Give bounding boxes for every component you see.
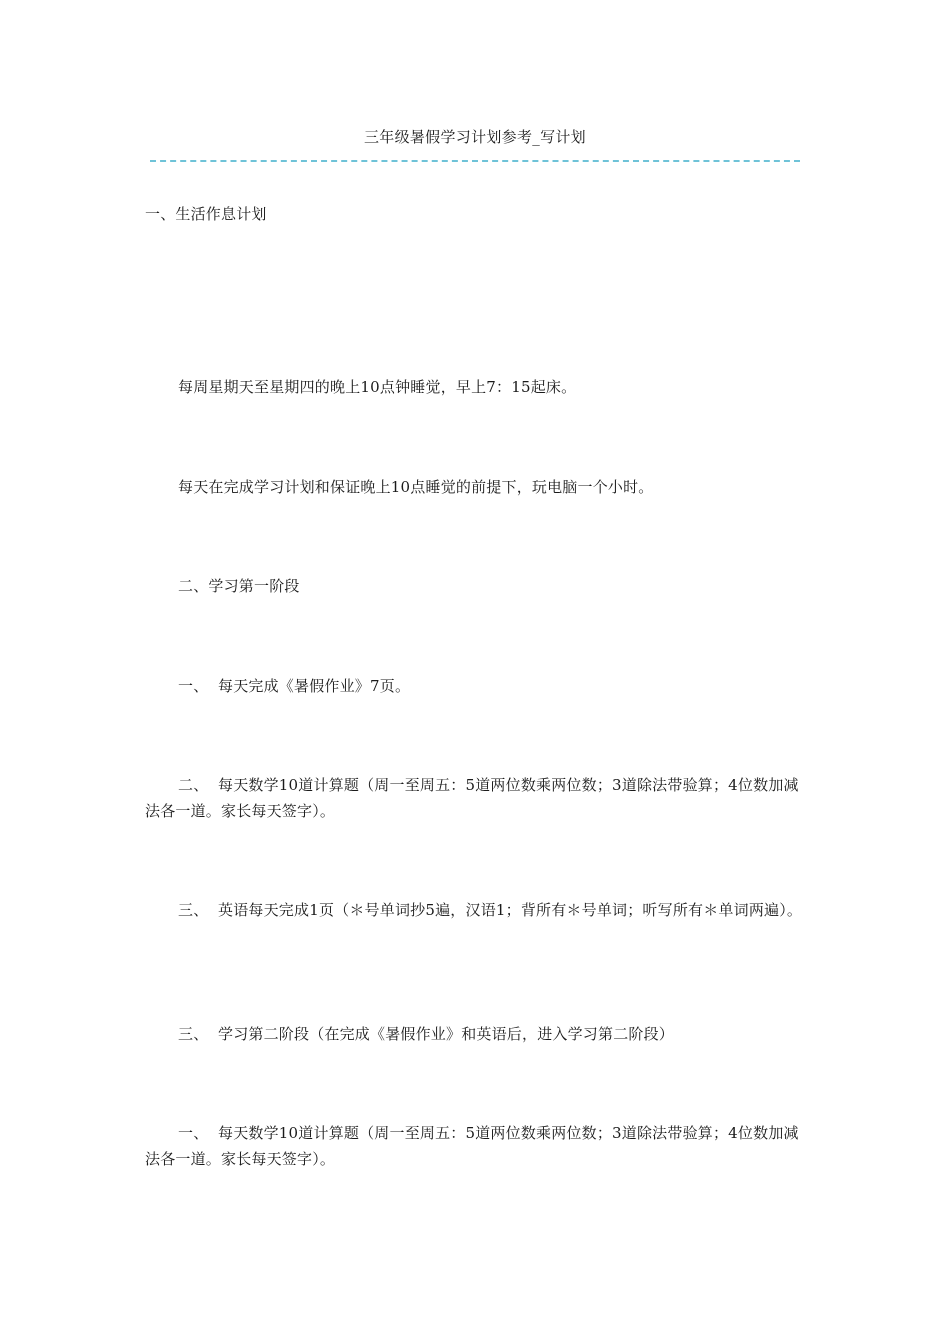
item-number: 三、 bbox=[178, 901, 209, 919]
section3-heading bbox=[145, 1021, 810, 1047]
paragraph-computer-time: 每天在完成学习计划和保证晚上10点睡觉的前提下，玩电脑一个小时。 bbox=[178, 478, 654, 496]
item-number: 一、 bbox=[178, 677, 209, 695]
document-title: 三年级暑假学习计划参考_写计划 bbox=[363, 128, 586, 146]
item-number: 一、 bbox=[178, 1124, 209, 1142]
item-text: 英语每天完成1页（＊号单词抄5遍，汉语1；背所有＊号单词；听写所有＊单词两遍）。 bbox=[218, 901, 803, 919]
stage2-item-1 bbox=[145, 1120, 810, 1172]
item-text: 每天数学10道计算题（周一至周五：5道两位数乘两位数；3道除法带验算；4位数加减法各一道。家长每天签字）。 bbox=[145, 1124, 799, 1168]
item-number: 三、 bbox=[178, 1025, 209, 1043]
item-text: 学习第二阶段（在完成《暑假作业》和英语后，进入学习第二阶段） bbox=[218, 1025, 675, 1043]
item-number: 二、 bbox=[178, 776, 209, 794]
stage1-item-2 bbox=[145, 772, 810, 824]
item-text: 每天完成《暑假作业》7页。 bbox=[218, 677, 411, 695]
stage1-item-1 bbox=[145, 673, 810, 699]
item-text: 每天数学10道计算题（周一至周五：5道两位数乘两位数；3道除法带验算；4位数加减法各一道。家长每天签字）。 bbox=[145, 776, 799, 820]
title-divider bbox=[150, 160, 800, 162]
paragraph-sleep-schedule: 每周星期天至星期四的晚上10点钟睡觉，早上7：15起床。 bbox=[178, 378, 577, 396]
stage1-item-3 bbox=[145, 897, 810, 923]
section2-heading: 二、学习第一阶段 bbox=[178, 577, 300, 595]
section1-heading: 一、生活作息计划 bbox=[145, 205, 267, 223]
